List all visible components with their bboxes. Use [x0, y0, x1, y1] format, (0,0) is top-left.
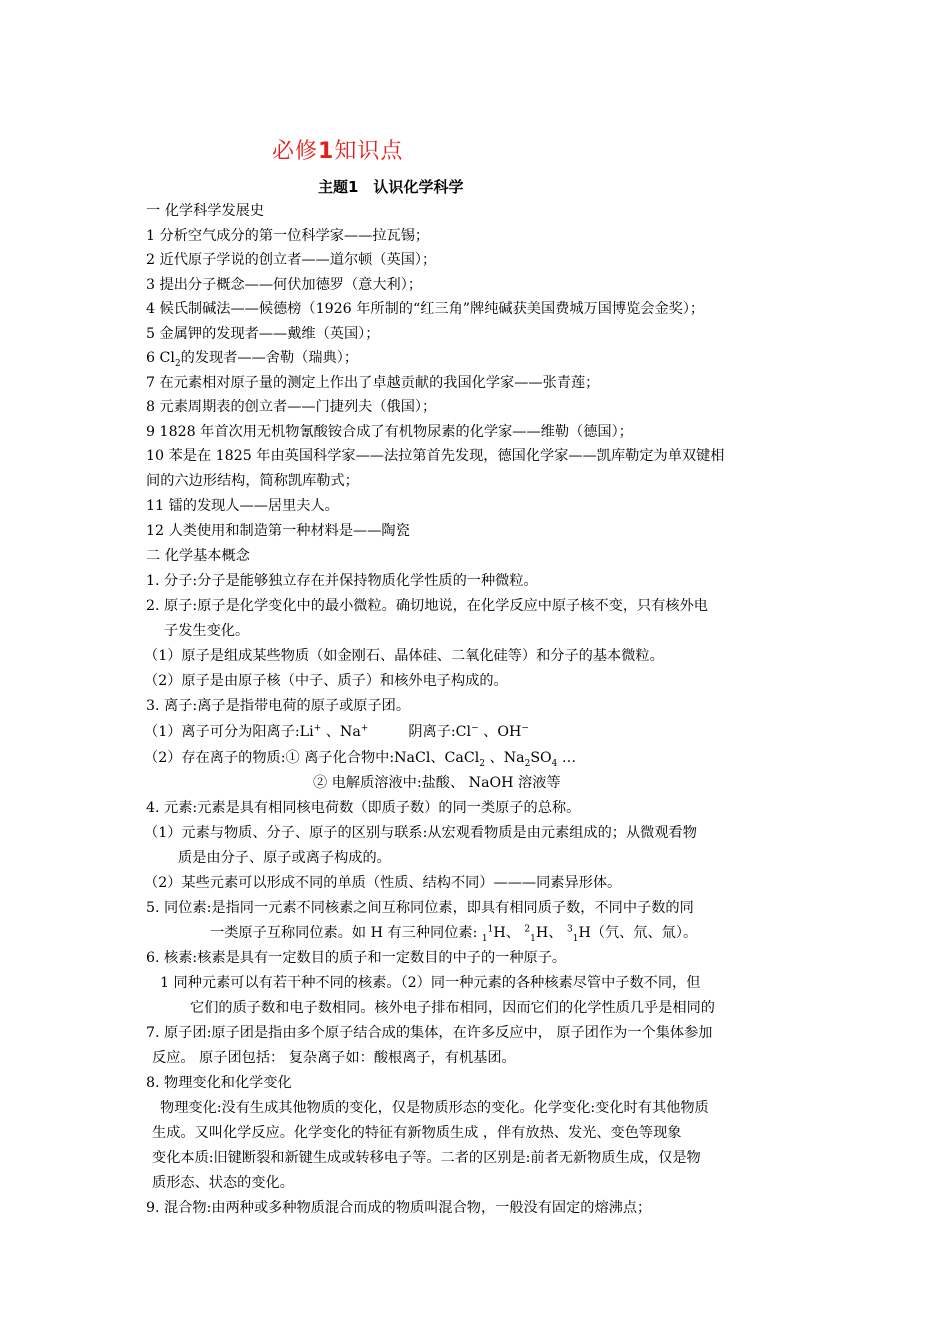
title-number: 1: [318, 139, 335, 164]
history-item: 7 在元素相对原子量的测定上作出了卓越贡献的我国化学家——张青莲；: [146, 375, 600, 391]
history-item: 6 $Cl_2$的发现者——舍勒（瑞典）；: [146, 350, 359, 369]
history-item: 2 近代原子学说的创立者——道尔顿（英国）；: [146, 252, 437, 268]
history-item: 5 金属钾的发现者——戴维（英国）；: [146, 326, 380, 342]
concept-line: （1）原子是组成某些物质（如金刚石、晶体硅、二氧化硅等）和分子的基本微粒。: [144, 648, 664, 664]
concept-line: 质形态、状态的变化。: [152, 1175, 294, 1191]
concept-line: 3. 离子:离子是指带电荷的原子或原子团。: [146, 698, 411, 714]
history-item: 12 人类使用和制造第一种材料是——陶瓷: [146, 523, 410, 539]
concept-line: 1. 分子:分子是能够独立存在并保持物质化学性质的一种微粒。: [146, 573, 538, 589]
concept-line: 1 同种元素可以有若干种不同的核素。（2）同一种元素的各种核素尽管中子数不同，但: [160, 975, 701, 991]
concept-line-isotopes: 一类原子互称同位素。如 H 有三种同位素: $_1^1$H、 $^2_1$H、 $^3_1$H（氕、氘、氚）。: [210, 924, 698, 944]
history-item: 9 1828 年首次用无机物氰酸铵合成了有机物尿素的化学家——维勒（德国）；: [146, 424, 633, 440]
concept-line: 7. 原子团:原子团是指由多个原子结合成的集体，在许多反应中， 原子团作为一个集体参加: [146, 1025, 713, 1041]
concept-line: （2）某些元素可以形成不同的单质（性质、结构不同）———同素异形体。: [144, 875, 622, 891]
title-text-a: 必修: [272, 139, 319, 164]
concept-line: 变化本质:旧键断裂和新键生成或转移电子等。二者的区别是:前者无新物质生成，仅是物: [152, 1150, 701, 1166]
concept-line-ions: （1）离子可分为阳离子:Li+ 、Na+ 阴离子:Cl− 、OH−: [144, 723, 529, 740]
history-item: 4 候氏制碱法——候德榜（1926 年所制的“红三角”牌纯碱获美国费城万国博览会金奖）；: [146, 301, 705, 317]
concept-line: （1）元素与物质、分子、原子的区别与联系:从宏观看物质是由元素组成的；从微观看物: [144, 825, 697, 841]
concept-line: （2）原子是由原子核（中子、质子）和核外电子构成的。: [144, 673, 508, 689]
page-title: [272, 134, 403, 165]
concept-line: 2. 原子:原子是化学变化中的最小微粒。确切地说，在化学反应中原子核不变，只有核外电: [146, 598, 708, 614]
concept-line: 4. 元素:元素是具有相同核电荷数（即质子数）的同一类原子的总称。: [146, 800, 581, 816]
concept-line: 8. 物理变化和化学变化: [146, 1075, 292, 1091]
title-text-b: 知识点: [334, 139, 404, 164]
concept-line: 9. 混合物:由两种或多种物质混合而成的物质叫混合物，一般没有固定的熔沸点；: [146, 1200, 652, 1216]
concept-line: ② 电解质溶液中:盐酸、 NaOH 溶液等: [313, 775, 561, 791]
concept-line: 生成。又叫化学反应。化学变化的特征有新物质生成 ，伴有放热、发光、变色等现象: [152, 1125, 682, 1141]
concept-line: 5. 同位素:是指同一元素不同核素之间互称同位素，即具有相同质子数，不同中子数的同: [146, 900, 694, 916]
history-item: 11 镭的发现人——居里夫人。: [146, 498, 339, 514]
concept-line: 反应。 原子团包括： 复杂离子如：酸根离子，有机基团。: [152, 1050, 516, 1066]
history-item: 8 元素周期表的创立者——门捷列夫（俄国）；: [146, 399, 437, 415]
history-item: 3 提出分子概念——何伏加德罗（意大利）；: [146, 277, 423, 293]
concept-line-ionic-compounds: （2）存在离子的物质:① 离子化合物中:NaCl、CaCl$_2$ 、$Na_2SO_4$ …: [144, 750, 577, 769]
topic-heading: 主题1 认识化学科学: [318, 178, 464, 196]
section-heading-concepts: 二 化学基本概念: [146, 548, 250, 564]
history-item: 1 分析空气成分的第一位科学家——拉瓦锡；: [146, 228, 430, 244]
section-heading-history: 一 化学科学发展史: [146, 203, 265, 219]
concept-line: 6. 核素:核素是具有一定数目的质子和一定数目的中子的一种原子。: [146, 950, 567, 966]
concept-line: 物理变化:没有生成其他物质的变化，仅是物质形态的变化。化学变化:变化时有其他物质: [160, 1100, 709, 1116]
history-item-continued: 间的六边形结构，简称凯库勒式；: [146, 473, 359, 489]
history-item: 10 苯是在 1825 年由英国科学家——法拉第首先发现，德国化学家——凯库勒定为单双键相: [146, 448, 725, 464]
concept-line: 它们的质子数和电子数相同。核外电子排布相同，因而它们的化学性质几乎是相同的: [190, 1000, 715, 1016]
concept-line: 子发生变化。: [164, 623, 250, 639]
concept-line: 质是由分子、原子或离子构成的。: [178, 850, 391, 866]
